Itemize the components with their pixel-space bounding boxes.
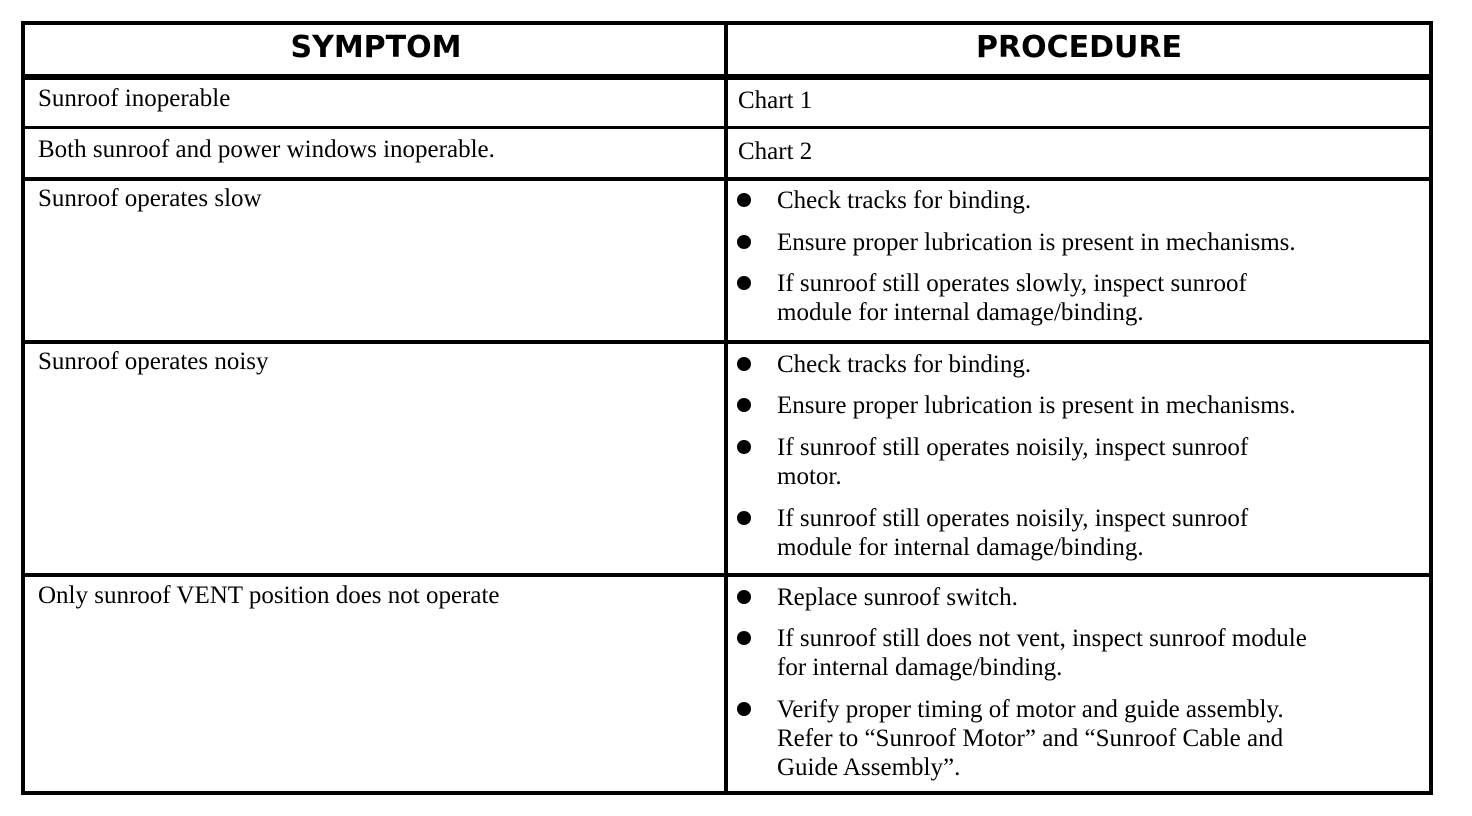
bullet-icon xyxy=(737,511,751,525)
procedure-step: Check tracks for binding. xyxy=(777,187,1032,214)
row-divider xyxy=(24,126,1430,129)
bullet-icon xyxy=(737,590,751,604)
procedure-step-continuation: motor. xyxy=(777,463,842,490)
procedure-step: Verify proper timing of motor and guide assembly. xyxy=(777,696,1284,723)
procedure-step-continuation: module for internal damage/binding. xyxy=(777,299,1144,326)
symptom-cell: Sunroof operates noisy xyxy=(38,348,269,375)
procedure-header: PROCEDURE xyxy=(976,30,1182,65)
procedure-step: Check tracks for binding. xyxy=(777,351,1032,378)
bullet-icon xyxy=(737,631,751,645)
bullet-icon xyxy=(737,440,751,454)
header-divider xyxy=(24,74,1430,80)
procedure-step-continuation: Refer to “Sunroof Motor” and “Sunroof Cable and xyxy=(777,725,1284,752)
row-divider xyxy=(24,340,1430,344)
row-divider xyxy=(24,573,1430,577)
procedure-step: If sunroof still does not vent, inspect sunroof module xyxy=(777,625,1307,652)
bullet-icon xyxy=(737,357,751,371)
symptom-cell: Sunroof operates slow xyxy=(38,185,262,212)
procedure-step: Replace sunroof switch. xyxy=(777,584,1018,611)
procedure-step-continuation: Guide Assembly”. xyxy=(777,754,961,781)
bullet-icon xyxy=(737,702,751,716)
procedure-step: Ensure proper lubrication is present in mechanisms. xyxy=(777,392,1296,419)
procedure-step: If sunroof still operates noisily, inspect sunroof xyxy=(777,505,1249,532)
procedure-step-continuation: module for internal damage/binding. xyxy=(777,534,1144,561)
symptom-header: SYMPTOM xyxy=(290,30,462,65)
column-divider xyxy=(724,24,728,792)
symptom-cell: Both sunroof and power windows inoperable. xyxy=(38,136,495,163)
bullet-icon xyxy=(737,398,751,412)
symptom-cell: Only sunroof VENT position does not operate xyxy=(38,582,500,609)
symptom-cell: Sunroof inoperable xyxy=(38,85,231,112)
bullet-icon xyxy=(737,276,751,290)
procedure-cell: Chart 1 xyxy=(738,87,813,114)
procedure-step: Ensure proper lubrication is present in mechanisms. xyxy=(777,229,1296,256)
procedure-cell: Chart 2 xyxy=(738,138,813,165)
procedure-step: If sunroof still operates noisily, inspect sunroof xyxy=(777,434,1249,461)
bullet-icon xyxy=(737,235,751,249)
procedure-step-continuation: for internal damage/binding. xyxy=(777,654,1063,681)
row-divider xyxy=(24,177,1430,181)
bullet-icon xyxy=(737,193,751,207)
procedure-step: If sunroof still operates slowly, inspect sunroof xyxy=(777,270,1247,297)
